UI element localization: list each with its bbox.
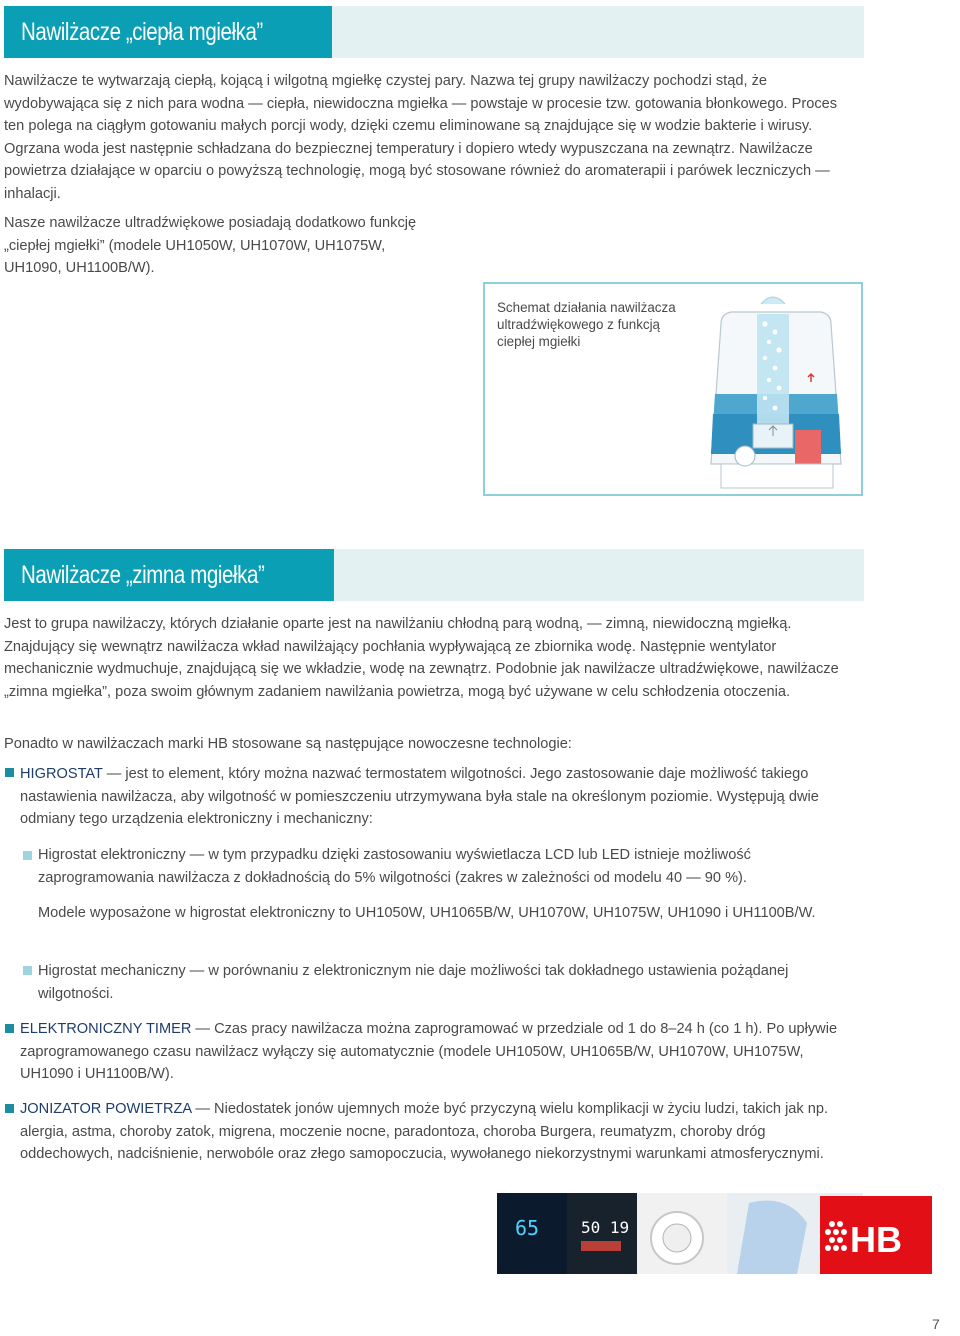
humidifier-illustration (691, 284, 861, 494)
product-photos (497, 1193, 863, 1274)
section-header-warm (4, 6, 864, 58)
product-photo-strip (497, 1193, 863, 1274)
section-title-cold (4, 549, 334, 601)
bullet-square-icon (5, 1104, 14, 1113)
feature-timer (20, 1018, 860, 1086)
technologies-intro: Ponadto w nawilżaczach marki HB stosowane są następujące nowoczesne technologie: (4, 736, 572, 752)
logo-text: HB (850, 1219, 902, 1260)
hb-logo-mark (820, 1196, 932, 1274)
display-2: 50 19 (581, 1218, 630, 1237)
section-header-cold (4, 549, 864, 601)
feature-timer-text: — Czas pracy nawilżacza można zaprogramować w przedziale od 1 do 8–24 h (co 1 h). Po upływie zaprogramowanego czasu nawilżacz wyłączy się automatycznie (modele UH1050W, UH1065B/W, UH1070W, UH1075W, UH1090 i UH1100B/W). (20, 1021, 838, 1083)
bullet-square-icon (5, 1024, 14, 1033)
section-title-cold-text: Nawilżacze „zimna mgiełka” (21, 561, 265, 589)
display-1: 65 (515, 1216, 540, 1240)
hb-logo (820, 1196, 932, 1274)
feature-higrostat-name: HIGROSTAT (20, 766, 103, 782)
sub-bullet-square-icon (23, 851, 32, 860)
sub-bullet-square-icon (23, 966, 32, 975)
feature-higrostat (20, 763, 860, 831)
diagram-caption: Schemat działania nawilżacza ultradźwiękowego z funkcją ciepłej mgiełki (497, 300, 676, 349)
bullet-square-icon (5, 768, 14, 777)
cold-mist-paragraph: Jest to grupa nawilżaczy, których działanie oparte jest na nawilżaniu chłodną parą wodną, — zimną, niewidoczną mgiełką. Znajdujący się wewnątrz nawilżacza wkład nawilżający pochłania wypływającą ze zbiornika wodę. Następnie wentylator mechanicznie wydmuchuje, znajdującą się we wkładzie, wodę na zewnątrz. Podobnie jak nawilżacze ultradźwiękowe, nawilżacze „zimna mgiełka”, poza swoim głównym zadaniem nawilżania powietrza, mogą być używane w celu schłodzenia otoczenia. (4, 616, 839, 700)
page-number: 7 (932, 1316, 940, 1332)
section-title-warm (4, 6, 332, 58)
feature-ionizer-name: JONIZATOR POWIETRZA (20, 1101, 192, 1117)
warm-mist-models-paragraph: Nasze nawilżacze ultradźwiękowe posiadają dodatkowo funkcję „ciepłej mgiełki” (modele UH1050W, UH1070W, UH1075W, UH1090, UH1100B/W). (4, 215, 417, 277)
higrostat-electronic-models: Modele wyposażone w higrostat elektroniczny to UH1050W, UH1065B/W, UH1070W, UH1075W, UH1090 i UH1100B/W. (38, 905, 816, 921)
feature-timer-name: ELEKTRONICZNY TIMER (20, 1021, 192, 1037)
higrostat-electronic: Higrostat elektroniczny — w tym przypadku dzięki zastosowaniu wyświetlacza LCD lub LED istnieje możliwość zaprogramowania nawilżacza z dokładnością do 5% wilgotności (zakres w zależności od modelu 40 — 90 %). (38, 847, 751, 886)
higrostat-mechanical: Higrostat mechaniczny — w porównaniu z elektronicznym nie daje możliwości tak dokładnego ustawienia pożądanej wilgotności. (38, 963, 789, 1002)
feature-ionizer-text: — Niedostatek jonów ujemnych może być przyczyną wielu komplikacji w życiu ludzi, takich jak np. alergia, astma, choroby zatok, migrena, moczenie nocne, paradontoza, choroba Burgera, reumatyzm, choroby dróg oddechowych, nadciśnienie, nerwobóle oraz złego samopoczucia, wywołanego niekorzystnymi warunkami atmosferycznymi. (20, 1101, 829, 1163)
humidifier-diagram (483, 282, 863, 496)
warm-mist-paragraph: Nawilżacze te wytwarzają ciepłą, kojącą i wilgotną mgiełkę czystej pary. Nazwa tej grupy nawilżaczy pochodzi stąd, że wydobywająca się z nich para wodna — ciepła, niewidoczna mgiełka — powstaje w procesie tzw. gotowania błonkowego. Proces ten polega na ciągłym gotowaniu małych porcji wody, dzięki czemu eliminowane są znajdujące się w wodzie bakterie i wirusy. Ogrzana woda jest następnie schładzana do bezpiecznej temperatury i dopiero wtedy wypuszczana na zewnątrz. Nawilżacze powietrza działające w oparciu o powyższą technologię, mogą być stosowane również do aromaterapii i parówek leczniczych — inhalacji. (4, 73, 838, 202)
section-title-warm-text: Nawilżacze „ciepła mgiełka” (21, 18, 263, 46)
feature-higrostat-text: — jest to element, który można nazwać termostatem wilgotności. Jego zastosowanie daje możliwość takiego nastawienia nawilżacza, aby wilgotność w pomieszczeniu utrzymywana była stale na określonym poziomie. Występują dwie odmiany tego urządzenia elektroniczny i mechaniczny: (20, 766, 819, 828)
feature-ionizer (20, 1098, 860, 1166)
